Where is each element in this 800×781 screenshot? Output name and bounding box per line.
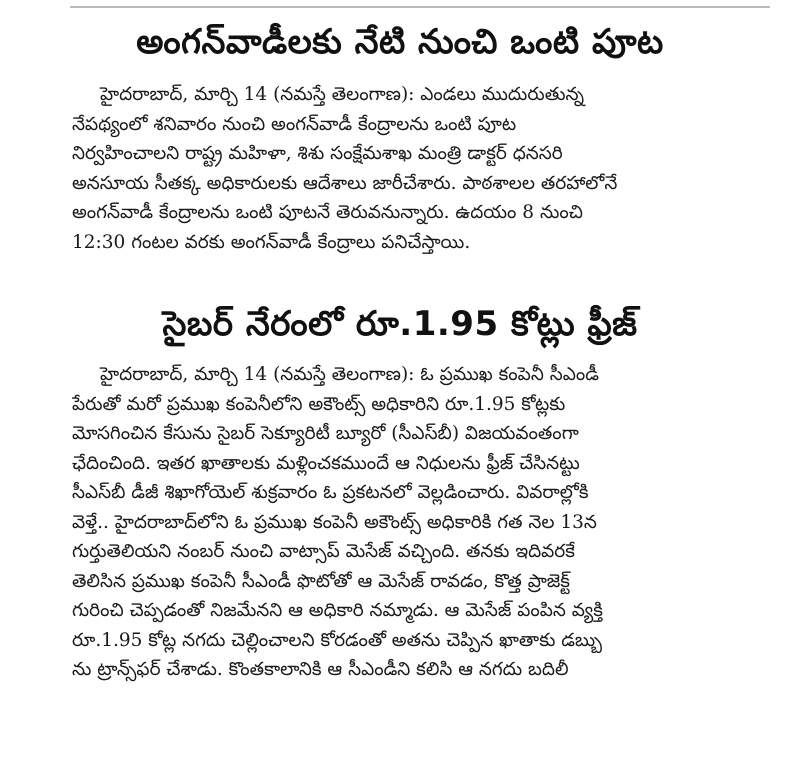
article-line: వెళ్తే.. హైదరాబాద్‌లోని ఓ ప్రముఖ కంపెనీ అకౌంట్స్‌ అధికారికి గత నెల 13న — [72, 511, 597, 533]
article-line: ఛేదించింది. ఇతర ఖాతాలకు మళ్లించకముందే ఆ నిధులను ఫ్రీజ్‌ చేసినట్టు — [72, 452, 580, 474]
article-line: నిర్వహించాలని రాష్ట్ర మహిళా, శిశు సంక్షేమశాఖ మంత్రి డాక్టర్‌ ధనసరి — [72, 143, 563, 164]
article-line: నేపథ్యంలో శనివారం నుంచి అంగన్‌వాడీ కేంద్రాలను ఒంటి పూట — [72, 113, 517, 135]
article-line: రూ.1.95 కోట్ల నగదు చెల్లించాలని కోరడంతో అతను చెప్పిన ఖాతాకు డబ్బు — [72, 629, 603, 651]
article-line: సీఎస్‌బీ డీజీ శిఖాగోయెల్‌ శుక్రవారం ఓ ప్రకటనలో వెల్లడించారు. వివరాల్లోకి — [72, 482, 589, 503]
headline-cyber-crime: సైబర్‌ నేరంలో రూ.1.95 కోట్లు ఫ్రీజ్‌ — [162, 304, 638, 344]
article-line: ను ట్రాన్స్‌ఫర్‌ చేశాడు. కొంతకాలానికి ఆ సీఎండీని కలిసి ఆ నగదు బదిలీ — [72, 659, 569, 680]
article-line: పేరుతో మరో ప్రముఖ కంపెనీలోని అకౌంట్స్‌ అధికారిని రూ.1.95 కోట్లకు — [72, 393, 566, 415]
headline-anganwadi: అంగన్‌వాడీలకు నేటి నుంచి ఒంటి పూట — [136, 22, 664, 62]
article-line: అంగన్‌వాడీ కేంద్రాలను ఒంటి పూటనే తెరువనున్నారు. ఉదయం 8 నుంచి — [72, 202, 583, 223]
article-line: గురించి చెప్పడంతో నిజమేనని ఆ అధికారి నమ్మాడు. ఆ మెసేజ్‌ పంపిన వ్యక్తి — [72, 600, 603, 621]
article-line: హైదరాబాద్‌, మార్చి 14 (నమస్తే తెలంగాణ): ఎండలు ముదురుతున్న — [100, 84, 584, 105]
article-line: తెలిసిన ప్రముఖ కంపెనీ సీఎండీ ఫొటోతో ఆ మెసేజ్‌ రావడం, కొత్త ప్రాజెక్ట్‌ — [72, 570, 570, 592]
article-anganwadi-body — [72, 80, 772, 257]
previous-article-edge — [70, 0, 770, 8]
article-cyber-crime-body — [72, 360, 772, 685]
article-line: మోసగించిన కేసును సైబర్‌ సెక్యూరిటీ బ్యూరో (సీఎస్‌బీ) విజయవంతంగా — [72, 423, 579, 444]
article-line: 12:30 గంటల వరకు అంగన్‌వాడీ కేంద్రాలు పనిచేస్తాయి. — [72, 231, 471, 253]
article-line: అనసూయ సీతక్క అధికారులకు ఆదేశాలు జారీచేశారు. పాఠశాలల తరహాలోనే — [72, 172, 618, 194]
article-line: హైదరాబాద్‌, మార్చి 14 (నమస్తే తెలంగాణ): ఓ ప్రముఖ కంపెనీ సీఎండీ — [100, 364, 599, 385]
article-line: గుర్తుతెలియని నంబర్‌ నుంచి వాట్సాప్‌ మెసేజ్‌ వచ్చింది. తనకు ఇదివరకే — [72, 541, 575, 562]
